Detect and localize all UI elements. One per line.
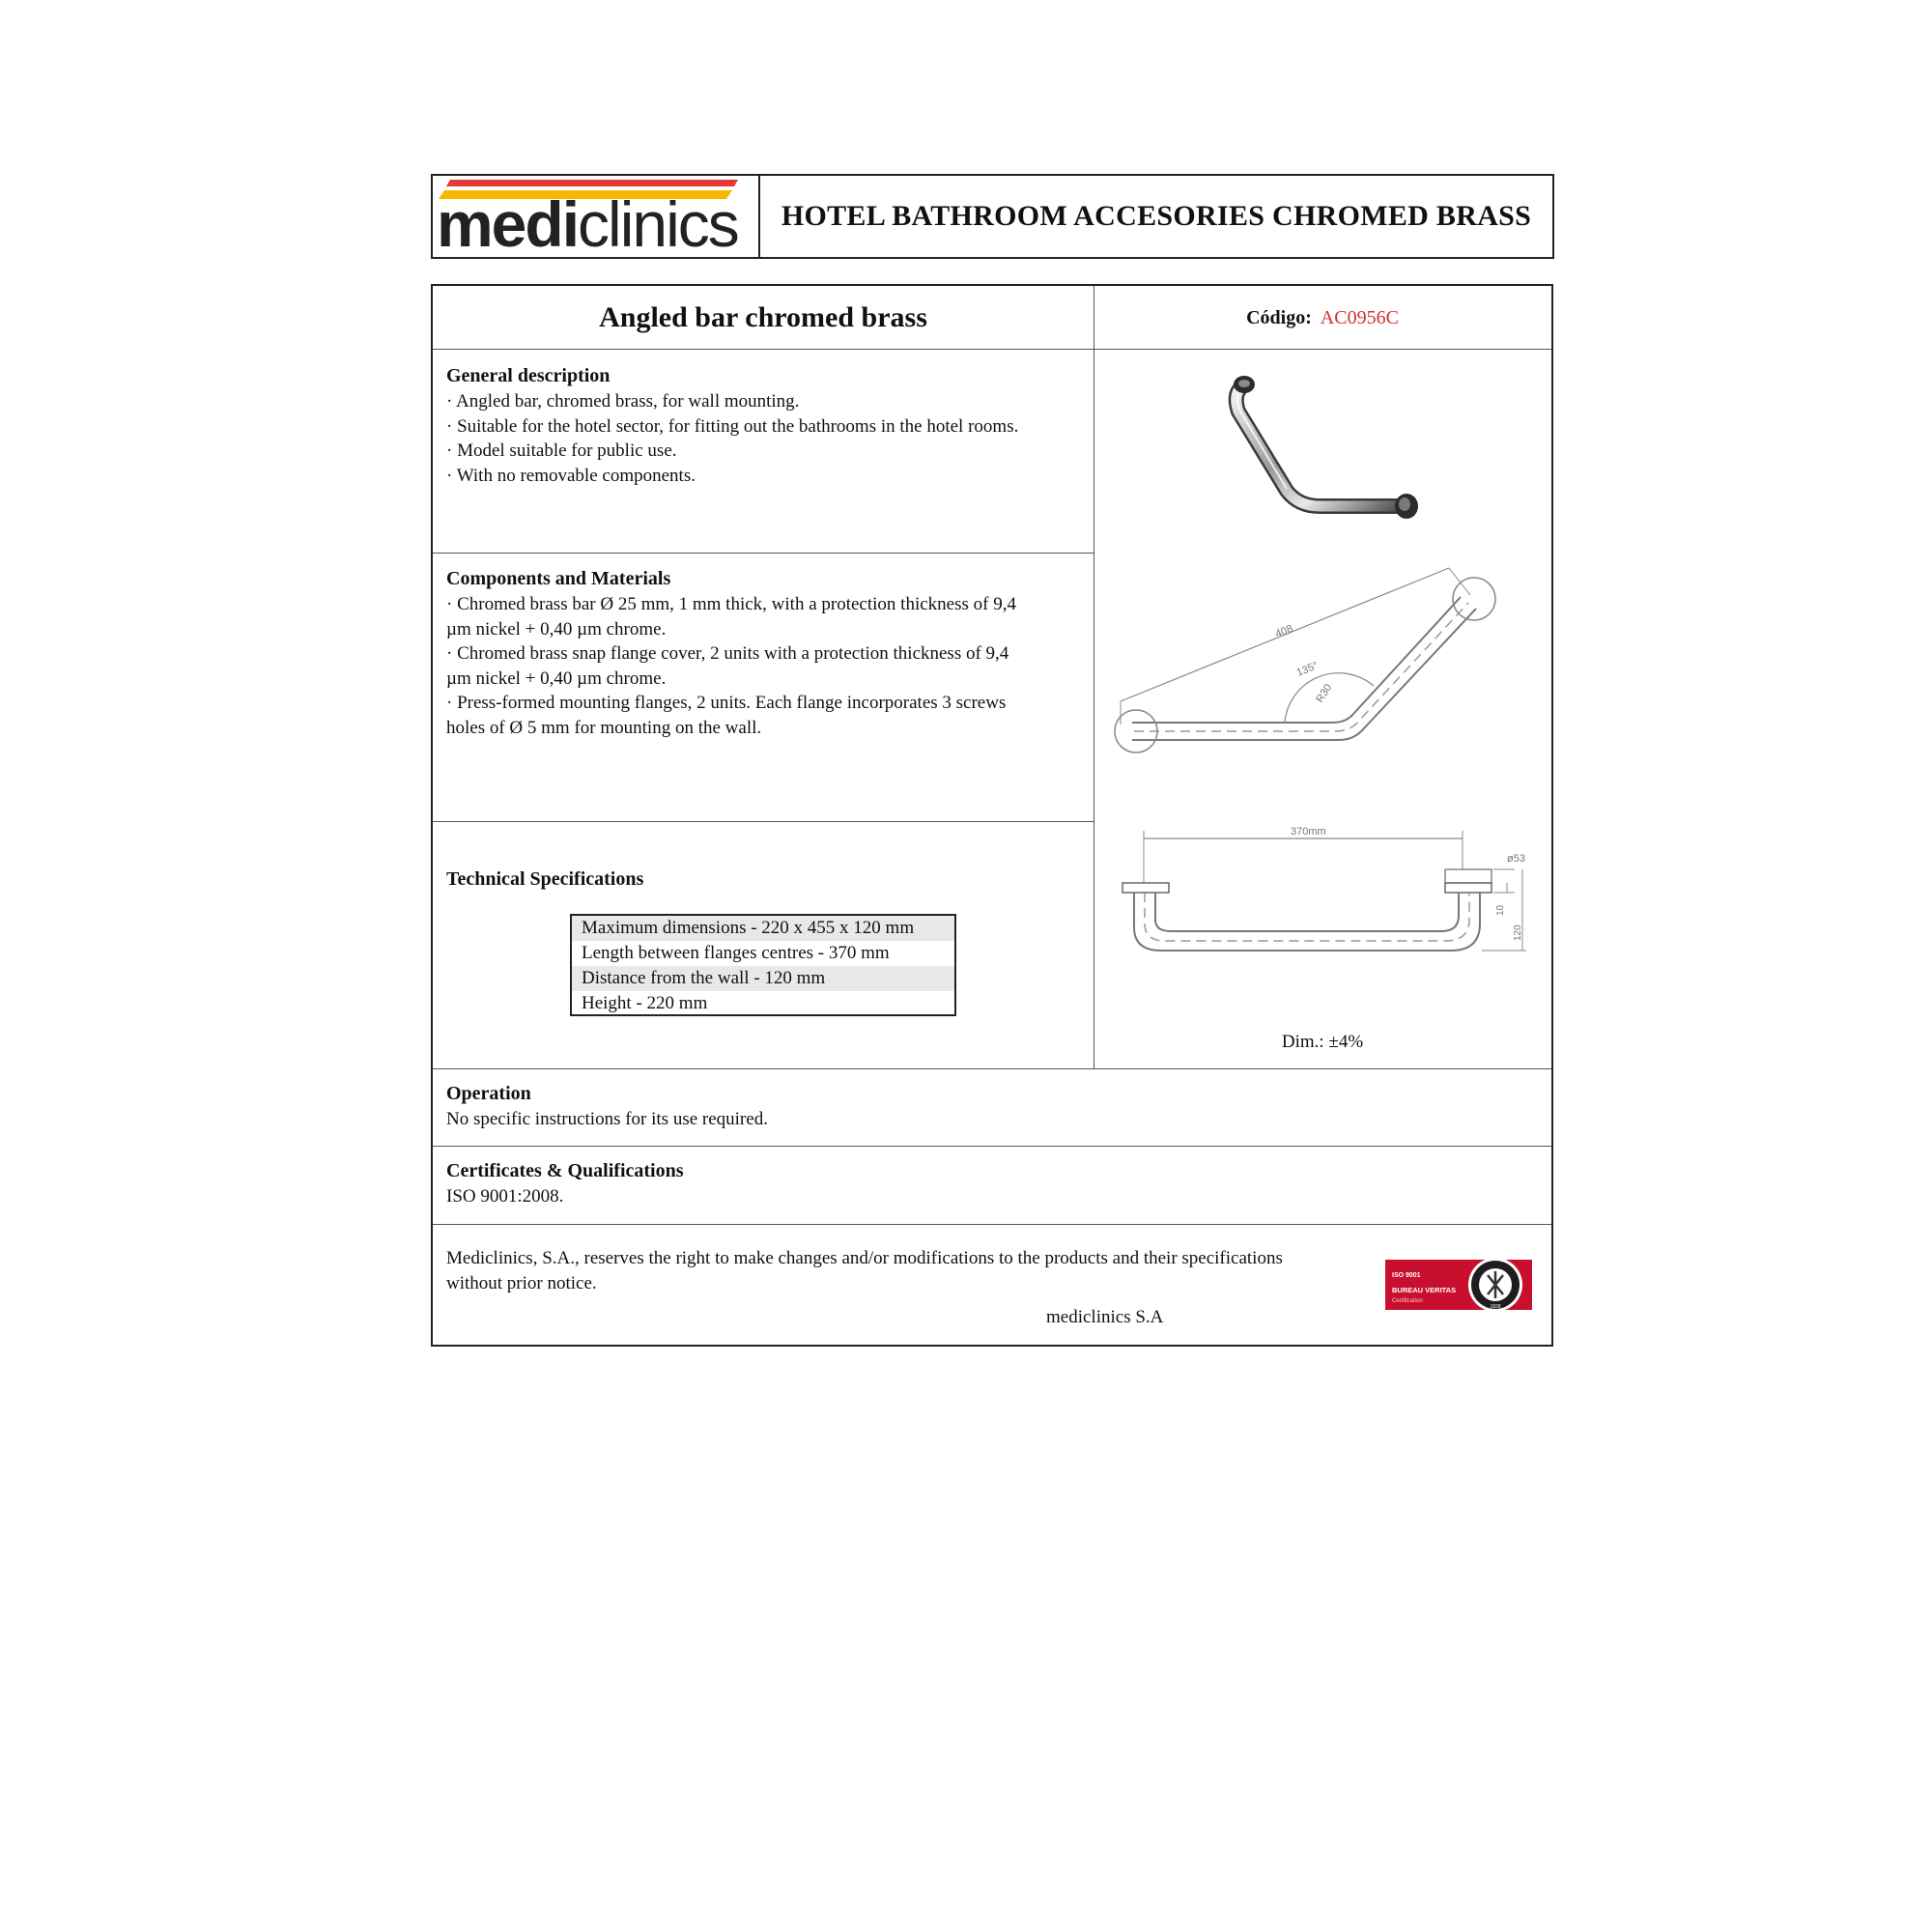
spec-row: Height - 220 mm [582, 993, 708, 1013]
disclaimer-line: Mediclinics, S.A., reserves the right to make changes and/or modifications to the products and their specifications [446, 1248, 1283, 1268]
operation-heading: Operation [446, 1083, 531, 1104]
divider [433, 553, 1094, 554]
badge-cert: Certification [1392, 1298, 1423, 1304]
dim-angle: 135° [1294, 660, 1321, 679]
spec-row: Length between flanges centres - 370 mm [582, 943, 890, 963]
disclaimer [446, 1246, 1374, 1295]
logo-wordmark: mediclinics [437, 188, 738, 260]
badge-year: 1828 [1490, 1304, 1501, 1310]
code-label: Código: [1246, 307, 1312, 328]
spec-row: Maximum dimensions - 220 x 455 x 120 mm [572, 916, 954, 941]
components-heading: Components and Materials [446, 568, 671, 589]
document-header [431, 174, 1554, 259]
spec-table [570, 914, 956, 1016]
product-code [1094, 307, 1551, 329]
divider [433, 1068, 1551, 1069]
badge-name: BUREAU VERITAS [1392, 1286, 1457, 1294]
divider [433, 821, 1094, 822]
dim-radius: R30 [1314, 682, 1335, 705]
general-description [446, 389, 1084, 488]
general-line: · Angled bar, chromed brass, for wall mounting. [446, 391, 800, 412]
components-line: holes of Ø 5 mm for mounting on the wall. [446, 717, 762, 738]
certificates-heading: Certificates & Qualifications [446, 1160, 684, 1181]
dim-flange-height: 10 [1495, 904, 1506, 916]
components-line: · Chromed brass bar Ø 25 mm, 1 mm thick, with a protection thickness of 9,4 [446, 594, 1016, 614]
badge-iso: ISO 9001 [1392, 1272, 1421, 1279]
front-drawing [1111, 819, 1526, 993]
header-title: HOTEL BATHROOM ACCESORIES CHROMED BRASS [781, 200, 1532, 232]
product-title: Angled bar chromed brass [599, 301, 927, 333]
general-heading: General description [446, 365, 611, 386]
general-line: · With no removable components. [446, 465, 696, 486]
components-line: · Chromed brass snap flange cover, 2 units with a protection thickness of 9,4 [446, 643, 1009, 664]
components-line: µm nickel + 0,40 µm chrome. [446, 618, 667, 639]
spec-row: Distance from the wall - 120 mm [572, 966, 954, 991]
product-photo [1198, 365, 1439, 539]
dim-depth: 120 [1513, 924, 1523, 941]
general-line: · Suitable for the hotel sector, for fitting out the bathrooms in the hotel rooms. [446, 415, 1019, 437]
divider [433, 1224, 1551, 1225]
divider [433, 1146, 1551, 1147]
divider [433, 349, 1551, 350]
components-line: · Press-formed mounting flanges, 2 units. Each flange incorporates 3 screws [446, 693, 1007, 713]
logo [433, 176, 760, 260]
certificates-text: ISO 9001:2008. [446, 1186, 564, 1207]
bureau-veritas-badge [1385, 1250, 1532, 1312]
disclaimer-line: without prior notice. [446, 1272, 597, 1293]
dim-flange-diameter: ø53 [1507, 853, 1525, 865]
tolerance: Dim.: ±4% [1281, 1032, 1364, 1052]
company-name: mediclinics S.A [1046, 1307, 1164, 1327]
components-line: µm nickel + 0,40 µm chrome. [446, 668, 667, 689]
general-line: · Model suitable for public use. [446, 440, 677, 461]
components-description [446, 592, 1084, 740]
dim-length: 408 [1273, 622, 1295, 640]
operation-text: No specific instructions for its use required. [446, 1109, 768, 1129]
dim-front-length: 370mm [1291, 826, 1326, 838]
code-value: AC0956C [1320, 307, 1399, 328]
angled-drawing [1111, 558, 1497, 771]
technical-heading: Technical Specifications [446, 868, 644, 890]
